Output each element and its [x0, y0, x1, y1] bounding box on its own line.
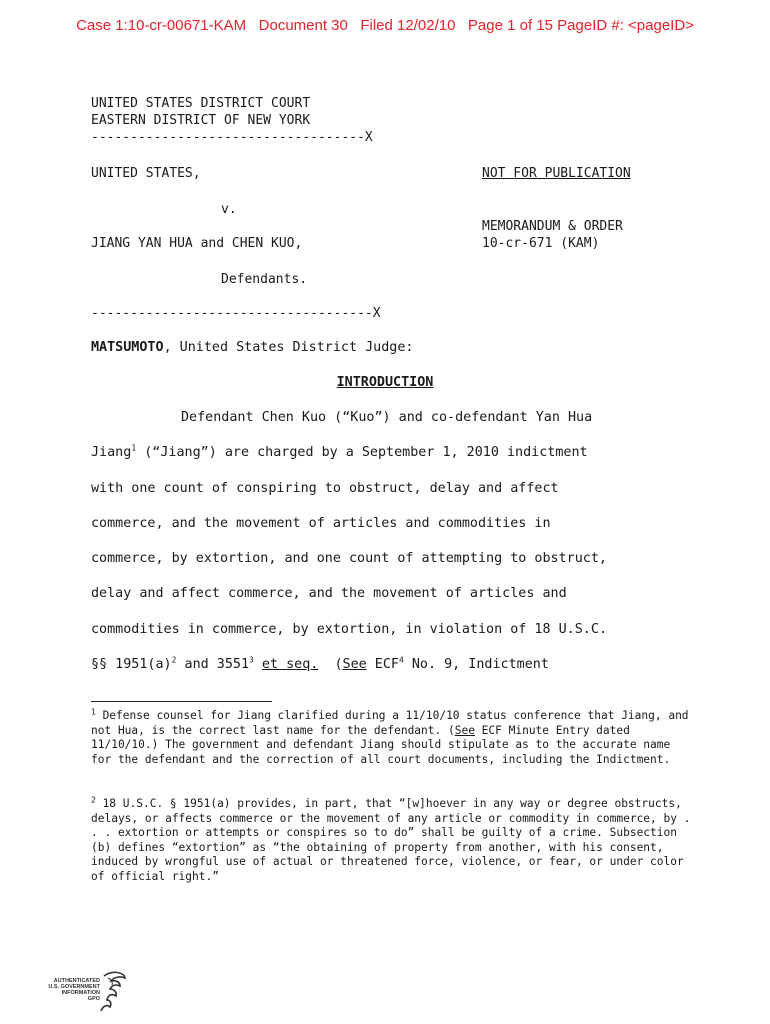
court-name: UNITED STATES DISTRICT COURT [91, 96, 311, 111]
body-line-1: Defendant Chen Kuo (“Kuo”) and co-defendant Yan Hua [181, 410, 593, 425]
order-title: MEMORANDUM & ORDER [482, 219, 623, 234]
plaintiff-name: UNITED STATES, [91, 166, 201, 181]
introduction-heading: INTRODUCTION [336, 375, 434, 390]
body-line-4: commerce, and the movement of articles and commodities in [91, 516, 551, 531]
defendants-label: Defendants. [221, 272, 308, 287]
body-line-8: §§ $1951(a)^2$ and 3551$^3$ et seq. (See ECF$^4$ No. 9, Indictment [91, 655, 549, 672]
judge-line [91, 340, 413, 355]
gpo-authentication-seal: AUTHENTICATED U.S. GOVERNMENT INFORMATION GPO [44, 966, 134, 1016]
footnote-ref-2: 2 [171, 655, 177, 665]
caption-rule-top: -----------------------------------X [91, 130, 373, 145]
judge-name: MATSUMOTO [91, 340, 164, 355]
eagle-icon [98, 970, 128, 1014]
see-signal: See [342, 657, 367, 672]
body-line-6: delay and affect commerce, and the movement of articles and [91, 586, 567, 601]
footnote-ref-4: 4 [398, 655, 404, 665]
body-line-7: commodities in commerce, by extortion, in violation of 18 U.S.C. [91, 622, 607, 637]
footnote-1: $^1$ Defense counsel for Jiang clarified during a 11/10/10 status conference that Jiang, and not Hua, is the correct last name for the defendant. (See ECF Minute Entry dated 11/10/10.) The government and defendant Jiang should stipulate as to the accurate name for the defendant and the correction of all court documents, including the Indictment. [91, 707, 689, 766]
publication-status: NOT FOR PUBLICATION [482, 166, 631, 181]
judge-title: , United States District Judge: [163, 340, 414, 355]
defendants-names: JIANG YAN HUA and CHEN KUO, [91, 236, 303, 251]
case-number: 10-cr-671 (KAM) [482, 236, 600, 251]
footnote-ref-3: 3 [249, 655, 254, 665]
caption-rule-bottom: ------------------------------------X [91, 306, 381, 321]
footnote-2: $^2$ 18 U.S.C. § 1951(a) provides, in part, that “[w]hoever in any way or degree obstructs, delays, or affects commerce or the movement of any article or commodity in commerce, by . . . extortion or attempts or conspires so to do” shall be guilty of a crime. Subsection (b) defines “extortion” as “the obtaining of property from another, with his consent, induced by wrongful use of actual or threatened force, violence, or fear, or under color of official right.” [91, 795, 691, 883]
body-line-5: commerce, by extortion, and one count of attempting to obstruct, [91, 551, 607, 566]
versus: v. [221, 202, 237, 217]
case-header: Case 1:10-cr-00671-KAM Document 30 Filed 12/02/10 Page 1 of 15 PageID #: <pageID> [76, 17, 694, 34]
footnote-ref-1: 1 [131, 443, 137, 453]
footnote-separator [91, 701, 272, 702]
court-district: EASTERN DISTRICT OF NEW YORK [91, 113, 311, 128]
et-seq: et seq. [261, 657, 319, 672]
body-line-2: Jiang$^1$ (“Jiang”) are charged by a September 1, 2010 indictment [91, 443, 588, 460]
body-line-3: with one count of conspiring to obstruct, delay and affect [91, 481, 559, 496]
